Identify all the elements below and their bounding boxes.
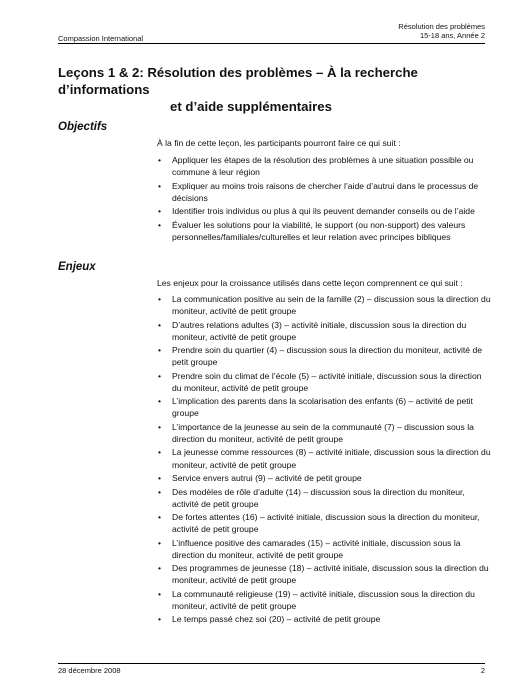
list-item [157, 562, 492, 586]
footer-rule [58, 663, 485, 664]
bullet-icon: • [158, 512, 162, 523]
page-number: 2 [480, 666, 485, 675]
bullet-icon: • [158, 537, 162, 548]
list-item [157, 154, 492, 178]
list-item-text: Service envers autrui (9) – activité de petit groupe [172, 473, 362, 484]
list-item-text: Le temps passé chez soi (20) – activité de petit groupe [172, 614, 381, 625]
list-item [157, 370, 492, 394]
list-item [157, 319, 492, 343]
bullet-icon: • [158, 319, 162, 330]
bullet-icon: • [158, 345, 162, 356]
bullet-icon: • [158, 294, 162, 304]
list-item-text: La jeunesse comme ressources (8) – activité initiale, discussion sous la direction du moniteur, activité de petit groupe [172, 447, 491, 470]
list-item [157, 395, 492, 419]
list-item [157, 421, 492, 445]
list-item [157, 446, 492, 470]
list-item-text: Appliquer les étapes de la résolution des problèmes à une situation possible ou commune à leur région [172, 155, 474, 178]
list-item-text: La communication positive au sein de la famille (2) – discussion sous la direction du moniteur, activité de petit groupe [172, 294, 491, 317]
list-item-text: L’implication des parents dans la scolarisation des enfants (6) – activité de petit groupe [172, 396, 473, 419]
objectifs-intro: À la fin de cette leçon, les participants pourront faire ce qui suit : [157, 138, 401, 148]
bullet-icon: • [158, 396, 162, 407]
bullet-icon: • [158, 370, 162, 381]
list-item-text: Prendre soin du climat de l’école (5) – activité initiale, discussion sous la direction du moniteur, activité de petit groupe [172, 370, 482, 393]
footer-date: 28 décembre 2008 [58, 666, 121, 675]
list-item-text: De fortes attentes (16) – activité initiale, discussion sous la direction du moniteur, activité de petit groupe [172, 512, 480, 535]
bullet-icon: • [158, 486, 162, 497]
enjeux-intro: Les enjeux pour la croissance utilisés dans cette leçon comprennent ce qui suit : [157, 278, 463, 288]
bullet-icon: • [158, 180, 162, 191]
list-item-text: Expliquer au moins trois raisons de chercher l’aide d’autrui dans le processus de décisions [172, 180, 479, 203]
list-item [157, 293, 492, 317]
page-title-line1: Leçons 1 & 2: Résolution des problèmes – À la recherche d’informations [58, 65, 418, 97]
bullet-icon: • [158, 421, 162, 432]
list-item-text: Prendre soin du quartier (4) – discussion sous la direction du moniteur, activité de petit groupe [172, 345, 483, 368]
bullet-icon: • [158, 563, 162, 574]
list-item [157, 537, 492, 561]
list-item-text: L’influence positive des camarades (15) – activité initiale, discussion sous la direction du moniteur, activité de petit groupe [172, 537, 461, 560]
enjeux-heading: Enjeux [58, 261, 96, 273]
header-org: Compassion International [58, 34, 144, 43]
list-item-text: La communauté religieuse (19) – activité initiale, discussion sous la direction du moniteur, activité de petit groupe [172, 588, 475, 611]
list-item [157, 486, 492, 510]
objectifs-heading: Objectifs [58, 121, 108, 133]
bullet-icon: • [158, 473, 162, 484]
header-doc-info [398, 22, 485, 40]
list-item [157, 472, 492, 484]
list-item-text: D’autres relations adultes (3) – activité initiale, discussion sous la direction du moniteur, activité de petit groupe [172, 319, 467, 342]
bullet-icon: • [158, 588, 162, 599]
bullet-icon: • [158, 219, 162, 230]
list-item [157, 219, 492, 243]
enjeux-list [157, 293, 492, 627]
list-item [157, 613, 492, 625]
list-item [157, 180, 492, 204]
page-title [58, 64, 488, 115]
bullet-icon: • [158, 155, 162, 165]
list-item [157, 205, 492, 217]
header-doc-title: Résolution des problèmes [398, 22, 485, 31]
list-item [157, 511, 492, 535]
bullet-icon: • [158, 206, 162, 217]
header-doc-subtitle: 15-18 ans, Année 2 [419, 31, 485, 40]
list-item-text: Évaluer les solutions pour la viabilité, le support (ou non-support) des valeurs personnelles/familiales/culturelles et leur relation avec principes bibliques [172, 219, 466, 242]
bullet-icon: • [158, 614, 162, 625]
list-item-text: Identifier trois individus ou plus à qui ils peuvent demander conseils ou de l’aide [172, 206, 475, 217]
list-item-text: Des programmes de jeunesse (18) – activité initiale, discussion sous la direction du moniteur, activité de petit groupe [172, 563, 489, 586]
list-item-text: L’importance de la jeunesse au sein de la communauté (7) – discussion sous la direction du moniteur, activité de petit groupe [172, 421, 474, 444]
list-item [157, 588, 492, 612]
header-rule [58, 43, 485, 44]
bullet-icon: • [158, 447, 162, 458]
list-item-text: Des modèles de rôle d’adulte (14) – discussion sous la direction du moniteur, activité de petit groupe [172, 486, 465, 509]
objectifs-list [157, 154, 492, 244]
page-title-line2: et d’aide supplémentaires [170, 99, 332, 114]
list-item [157, 344, 492, 368]
